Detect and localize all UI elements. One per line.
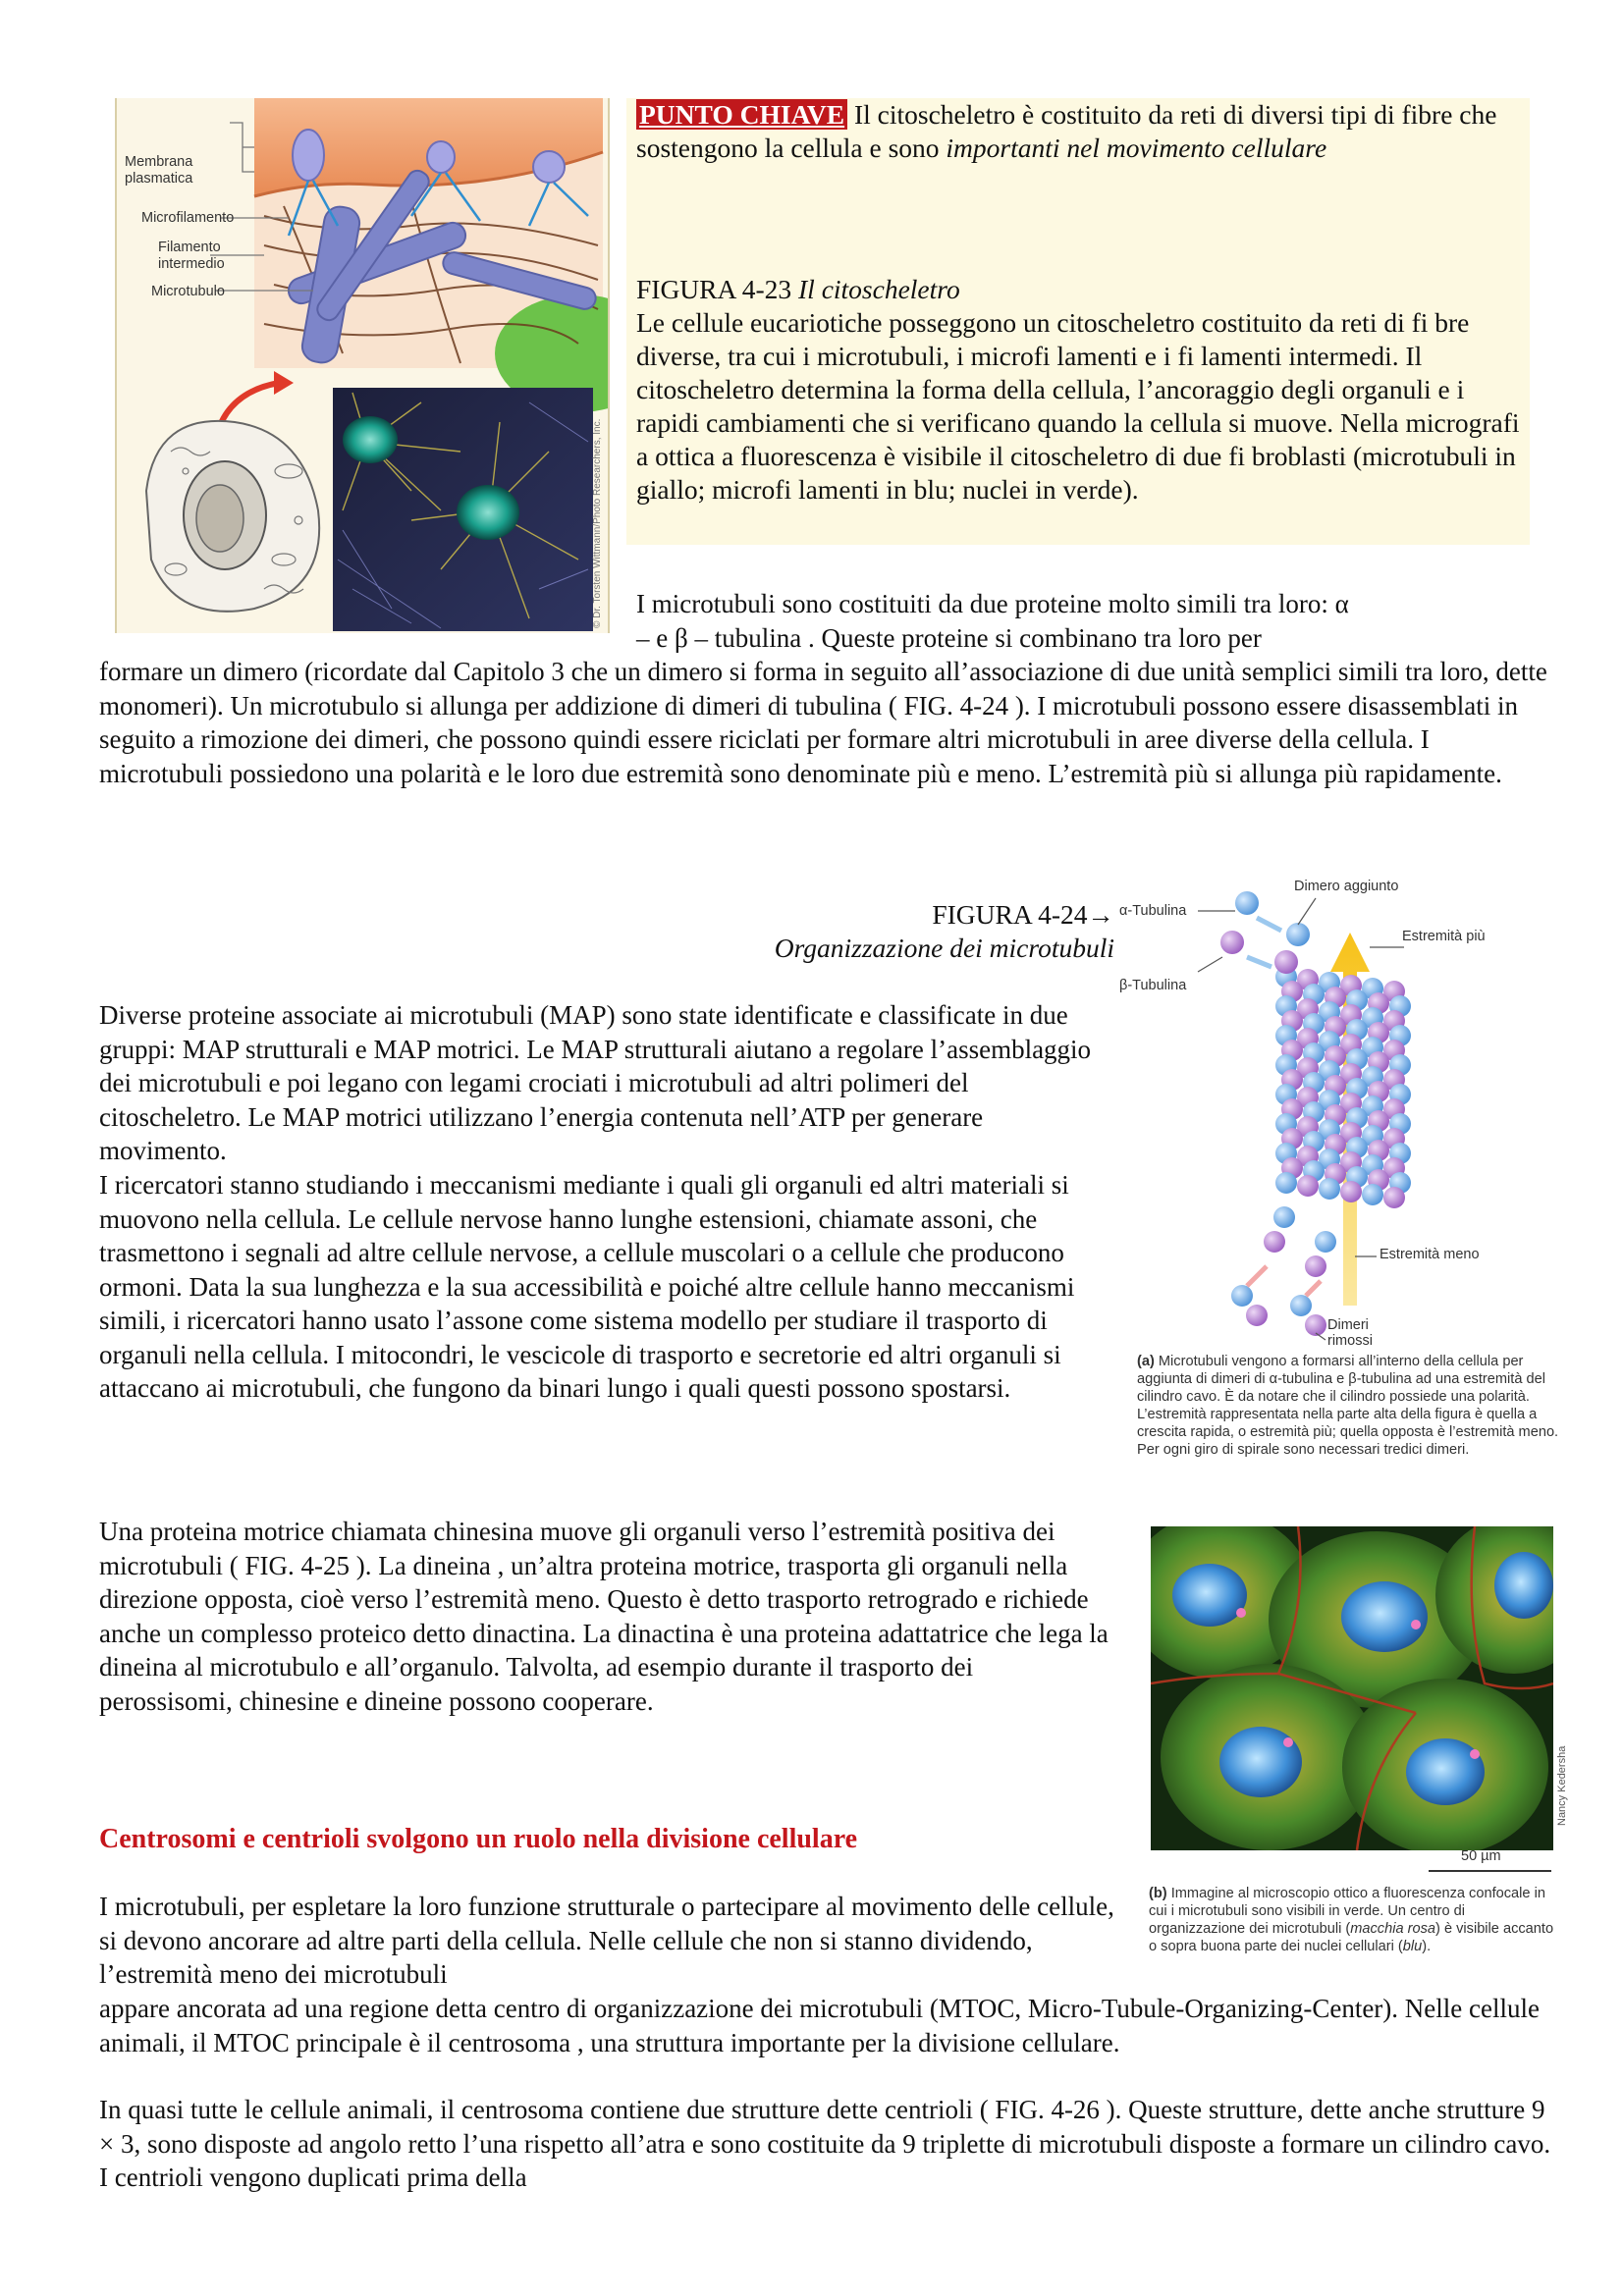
label-microfilamento: Microfilamento bbox=[141, 210, 235, 226]
figure-4-24-title: FIGURA 4-24→ Organizzazione dei microtubuli bbox=[774, 899, 1114, 963]
figure-4-24a-caption: (a) Microtubuli vengono a formarsi all’interno della cellula per aggiunta di dimeri di α-tubulina e β-tubulina ad una estremità del cilindro cavo. È da notare che il cilindro possiede una polarità. L’estremità rappresentata nella parte alta della figura è quella a crescita rapida, o estremità più; quella opposta è l’estremità meno. Per ogni giro di spirale sono necessari tredici dimeri. bbox=[1137, 1354, 1559, 1458]
paragraph-6: In quasi tutte le cellule animali, il centrosoma contiene due strutture dette centrioli ( FIG. 4-26 ). Queste strutture, dette anche strutture 9 × 3, sono disposte ad angolo retto l’una rispetto all’atra e sono costituite da 9 triplette di microtubuli disposte a formare un cilindro cavo. I centrioli vengono duplicati prima della bbox=[99, 2095, 1551, 2192]
label-filamento-intermedio: Filamento intermedio bbox=[158, 240, 225, 272]
label-estremita-meno: Estremità meno bbox=[1380, 1247, 1480, 1262]
paragraph-2: Diverse proteine associate ai microtubuli (MAP) sono state identificate e classificate in due gruppi: MAP strutturali e MAP motrici. Le MAP strutturali aiutano a regolare l’assemblaggio dei microtubuli e poi legano con legami crociati i microtubuli ad altri polimeri del citoscheletro. Le MAP motrici utilizzano l’energia contenuta nell’ATP per generare movimento. bbox=[99, 1000, 1092, 1165]
photo-credit: © Dr. Torsten Wittmann/Photo Researchers, Inc. bbox=[592, 418, 603, 628]
label-beta-tubulina: β-Tubulina bbox=[1119, 978, 1187, 993]
key-point-badge: PUNTO CHIAVE bbox=[636, 99, 847, 130]
label-membrana: Membrana plasmatica bbox=[125, 154, 193, 187]
label-alpha-tubulina: α-Tubulina bbox=[1119, 903, 1187, 919]
key-point-box bbox=[626, 98, 1530, 545]
fluorescence-micrograph bbox=[333, 388, 593, 631]
label-dimero-aggiunto: Dimero aggiunto bbox=[1294, 879, 1399, 894]
paragraph-3: I ricercatori stanno studiando i meccanismi mediante i quali gli organuli ed altri materiali si muovono nella cellula. Le cellule nervose hanno lunghe estensioni, chiamate assoni, che trasmettono i segnali ad altre cellule nervose, a cellule muscolari o a cellule che producono ormoni. Data la sua lunghezza e la sua accessibilità e poiché altre cellule hanno meccanismi simili, i ricercatori hanno usato l’assone come sistema modello per studiare il trasporto di organuli nella cellula. I mitocondri, le vescicole di trasporto e secretorie ed altri organuli si attaccano ai microtubuli, che fungono da binari lungo i quali questi possono spostarsi. bbox=[99, 1170, 1075, 1403]
paragraph-5-wide: appare ancorata ad una regione detta centro di organizzazione dei microtubuli (MTOC, Micro-Tubule-Organizing-Center). Nelle cellule animali, il MTOC principale è il centrosoma , una struttura importante per la divisione cellulare. bbox=[99, 1994, 1540, 2057]
tubulin-subunit bbox=[1275, 1172, 1297, 1194]
label-dimeri-rimossi: Dimeri rimossi bbox=[1327, 1317, 1373, 1349]
paragraph-1-lead: I microtubuli sono costituiti da due proteine molto simili tra loro: α – e β – tubulina . Queste proteine si combinano tra loro per bbox=[636, 589, 1349, 653]
paragraph-4: Una proteina motrice chiamata chinesina muove gli organuli verso l’estremità positiva dei microtubuli ( FIG. 4-25 ). La dineina , un’altra proteina motrice, trasporta gli organuli nella direzione opposta, cioè verso l’estremità meno. Questo è detto trasporto retrogrado e richiede anche un complesso proteico detto dinactina. La dinactina è una proteina adattatrice che lega la dineina al microtubulo e all’organulo. Talvolta, ad esempio durante il trasporto dei perossisomi, chinesine e dineine possono cooperare. bbox=[99, 1517, 1109, 1716]
figure-4-24b-caption: (b) Immagine al microscopio ottico a fluorescenza confocale in cui i microtubuli sono visibili in verde. Un centro di organizzazione dei microtubuli (macchia rosa) è visibile accanto o sopra buona parte dei nuclei cellulari (blu). bbox=[1149, 1886, 1554, 1954]
figure-4-24b-micrograph bbox=[1151, 1526, 1553, 1850]
tubulin-subunit bbox=[1362, 1184, 1383, 1205]
label-microtubulo: Microtubulo bbox=[151, 284, 225, 299]
figure-4-24a-diagram bbox=[1119, 874, 1591, 1349]
figure-4-23-panel bbox=[115, 98, 610, 633]
paragraph-1: formare un dimero (ricordate dal Capitolo 3 che un dimero si forma in seguito all’associazione di due unità semplici simili tra loro, dette monomeri). Un microtubulo si allunga per addizione di dimeri di tubulina ( FIG. 4-24 ). I microtubuli possono essere disassemblati in seguito a rimozione dei dimeri, che possono quindi essere riciclati per formare altri microtubuli in aree diverse della cellula. I microtubuli possiedono una polarità e le loro due estremità sono denominate più e meno. L’estremità più si allunga più rapidamente. bbox=[99, 657, 1547, 788]
tubulin-subunit bbox=[1383, 1187, 1405, 1208]
microtubule-diagram bbox=[1119, 874, 1591, 1345]
cell-sketch bbox=[146, 421, 319, 612]
paragraph-5-narrow: I microtubuli, per espletare la loro funzione strutturale o partecipare al movimento delle cellule, si devono ancorare ad altre parti della cellula. Nelle cellule che non si stanno dividendo, l’estremità meno dei microtubuli bbox=[99, 1892, 1114, 1989]
scale-bar bbox=[1429, 1870, 1551, 1872]
confocal-micrograph bbox=[1151, 1526, 1553, 1850]
section-heading: Centrosomi e centrioli svolgono un ruolo nella divisione cellulare bbox=[99, 1824, 858, 1854]
figure-4-23-caption: FIGURA 4-23 Il citoscheletro Le cellule eucariotiche posseggono un citoscheletro costituito da reti di fi bre diverse, tra cui i microtubuli, i microfi lamenti e i fi lamenti intermedi. Il citoscheletro determina la forma della cellula, l’ancoraggio degli organuli e i rapidi cambiamenti che si verificano quando la cellula si muove. Nella micrografi a ottica a fluorescenza è visibile il citoscheletro di due fi broblasti (microtubuli in giallo; microfi lamenti in blu; nuclei in verde). bbox=[636, 274, 1520, 505]
key-point-text: PUNTO CHIAVE Il citoscheletro è costituito da reti di diversi tipi di fibre che sostengono la cellula e sono importanti nel movimento cellulare bbox=[636, 99, 1497, 163]
micrograph-credit: Nancy Kedersha bbox=[1556, 1745, 1568, 1826]
tubulin-subunit bbox=[1340, 1181, 1362, 1202]
microtubule-cylinder bbox=[1275, 966, 1411, 1208]
tubulin-subunit bbox=[1297, 1175, 1319, 1197]
tubulin-subunit bbox=[1319, 1178, 1340, 1200]
label-estremita-piu: Estremità più bbox=[1402, 929, 1486, 944]
arrow-right-icon: → bbox=[1087, 899, 1114, 930]
scale-bar-label: 50 µm bbox=[1461, 1848, 1501, 1864]
